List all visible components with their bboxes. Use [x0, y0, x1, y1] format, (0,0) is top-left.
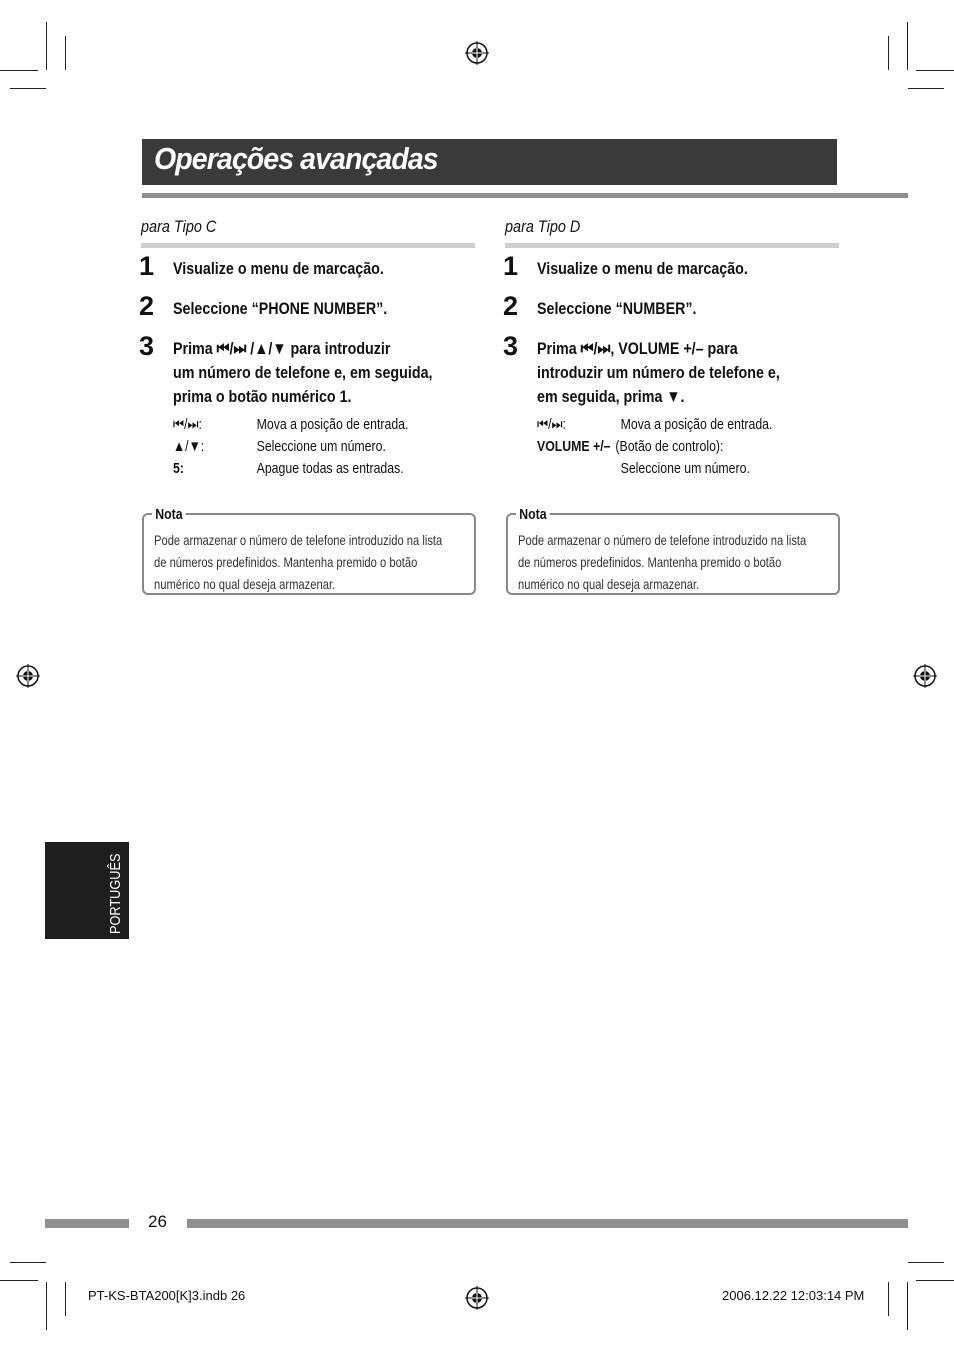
step-text [537, 297, 866, 321]
step-text-pre: Seleccione “ [173, 299, 259, 318]
crop-mark [888, 36, 889, 70]
detail-key: ⏮/⏭: [173, 416, 202, 433]
crop-mark [916, 1280, 954, 1281]
step-text [173, 297, 502, 321]
step-number: 1 [503, 251, 519, 281]
crop-mark [908, 1262, 944, 1263]
crop-mark [916, 70, 954, 71]
column-type-d [503, 215, 839, 592]
detail-value: Seleccione um número. [256, 438, 386, 455]
crop-mark [65, 1282, 66, 1316]
registration-mark-icon [16, 664, 40, 688]
footer-bar [45, 1219, 129, 1228]
detail-value: Mova a posição de entrada. [620, 416, 773, 433]
note-text [518, 529, 814, 595]
crop-mark [0, 1280, 38, 1281]
step-text: Visualize o menu de marcação. [173, 259, 384, 278]
page-number: 26 [148, 1212, 167, 1231]
step-line: Prima ⏮/⏭, VOLUME +/– para [537, 339, 738, 358]
crop-mark [10, 88, 46, 89]
step-text-post: ”. [685, 299, 697, 318]
crop-mark [908, 88, 944, 89]
step-line: um número de telefone e, em seguida, [173, 363, 433, 382]
detail-row [173, 414, 408, 436]
registration-mark-icon [465, 1286, 489, 1310]
detail-list [537, 414, 772, 480]
column-heading-text: para Tipo D [505, 217, 581, 236]
crop-mark [65, 36, 66, 70]
note-line: numérico no qual deseja armazenar. [518, 576, 700, 592]
footer-file: PT-KS-BTA200[K]3.indb 26 [88, 1288, 246, 1303]
column-heading [505, 215, 839, 248]
detail-key: ▲/▼: [173, 438, 205, 455]
language-tab [45, 842, 129, 939]
step-line: em seguida, prima ▼. [537, 387, 685, 406]
step-text [173, 337, 502, 409]
language-tab-label: PORTUGUÊS [107, 853, 124, 934]
detail-row [173, 436, 408, 458]
column-type-c [139, 215, 475, 592]
step-number: 2 [139, 291, 155, 321]
step-line: Prima ⏮/⏭ /▲/▼ para introduzir [173, 339, 391, 358]
column-heading-text: para Tipo C [141, 217, 217, 236]
step-text: Visualize o menu de marcação. [537, 259, 748, 278]
note-line: de números predefinidos. Mantenha premido o botão [154, 554, 418, 570]
registration-mark-icon [465, 41, 489, 65]
step-line: prima o botão numérico 1. [173, 387, 352, 406]
note-box [506, 506, 840, 595]
detail-key: ⏮/⏭: [537, 416, 566, 433]
step-line: introduzir um número de telefone e, [537, 363, 780, 382]
step-text-pre: Seleccione “ [537, 299, 623, 318]
crop-mark [46, 22, 47, 70]
detail-row [173, 458, 408, 480]
detail-list [173, 414, 408, 480]
note-line: numérico no qual deseja armazenar. [154, 576, 336, 592]
step-text [537, 337, 866, 409]
step-number: 1 [139, 251, 155, 281]
detail-value: Apague todas as entradas. [256, 460, 404, 477]
step-text-post: ”. [376, 299, 388, 318]
note-line: de números predefinidos. Mantenha premido o botão [518, 554, 782, 570]
step-number: 2 [503, 291, 519, 321]
note-box [142, 506, 476, 595]
footer-date: 2006.12.22 12:03:14 PM [722, 1288, 865, 1303]
registration-mark-icon [913, 664, 937, 688]
footer-bar [187, 1219, 908, 1228]
crop-mark [907, 22, 908, 70]
note-label: Nota [152, 506, 186, 523]
detail-value: (Botão de controlo): [615, 438, 724, 455]
page-title: Operações avançadas [154, 141, 438, 176]
crop-mark [0, 70, 38, 71]
detail-key: 5: [173, 460, 184, 477]
step-key: NUMBER [622, 299, 686, 318]
crop-mark [46, 1282, 47, 1330]
crop-mark [907, 1282, 908, 1330]
detail-row [537, 414, 772, 436]
note-line: Pode armazenar o número de telefone introduzido na lista [518, 532, 807, 548]
detail-value: Mova a posição de entrada. [256, 416, 409, 433]
crop-mark [888, 1282, 889, 1316]
step-number: 3 [139, 331, 155, 361]
step-key: PHONE NUMBER [258, 299, 377, 318]
detail-value: Seleccione um número. [620, 460, 750, 477]
step-number: 3 [503, 331, 519, 361]
title-bar [142, 139, 837, 185]
note-text [154, 529, 450, 595]
crop-mark [10, 1262, 46, 1263]
detail-key: VOLUME +/– [537, 438, 611, 455]
note-line: Pode armazenar o número de telefone introduzido na lista [154, 532, 443, 548]
note-label: Nota [516, 506, 550, 523]
detail-row [537, 436, 772, 458]
title-rule [142, 193, 908, 198]
column-heading [141, 215, 475, 248]
detail-row [537, 458, 772, 480]
